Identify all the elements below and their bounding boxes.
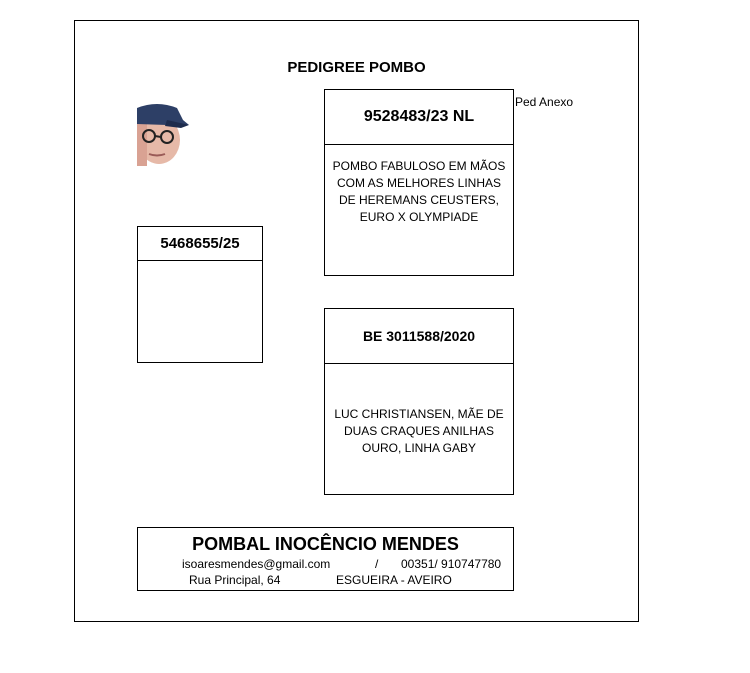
document-title: PEDIGREE POMBO <box>287 59 426 76</box>
sire-box <box>324 89 514 276</box>
pigeon-box <box>137 226 263 363</box>
dam-ring: BE 3011588/2020 <box>325 309 513 364</box>
dam-box <box>324 308 514 495</box>
annex-note: Ped Anexo <box>515 95 574 109</box>
contact-separator: / <box>375 557 379 571</box>
owner-photo <box>137 100 189 166</box>
breeder-footer <box>137 527 514 591</box>
sire-description: POMBO FABULOSO EM MÃOS COM AS MELHORES LINHAS DE HEREMANS CEUSTERS, EURO X OLYMPIADE <box>332 159 506 224</box>
dam-description: LUC CHRISTIANSEN, MÃE DE DUAS CRAQUES ANILHAS OURO, LINHA GABY <box>334 407 504 455</box>
pigeon-ring: 5468655/25 <box>138 227 262 261</box>
breeder-phone: 00351/ 910747780 <box>401 557 502 571</box>
breeder-name: POMBAL INOCÊNCIO MENDES <box>192 534 459 554</box>
sire-ring: 9528483/23 NL <box>325 90 513 145</box>
breeder-location: ESGUEIRA - AVEIRO <box>336 573 452 587</box>
breeder-address: Rua Principal, 64 <box>189 573 281 587</box>
breeder-email: isoaresmendes@gmail.com <box>182 557 331 571</box>
